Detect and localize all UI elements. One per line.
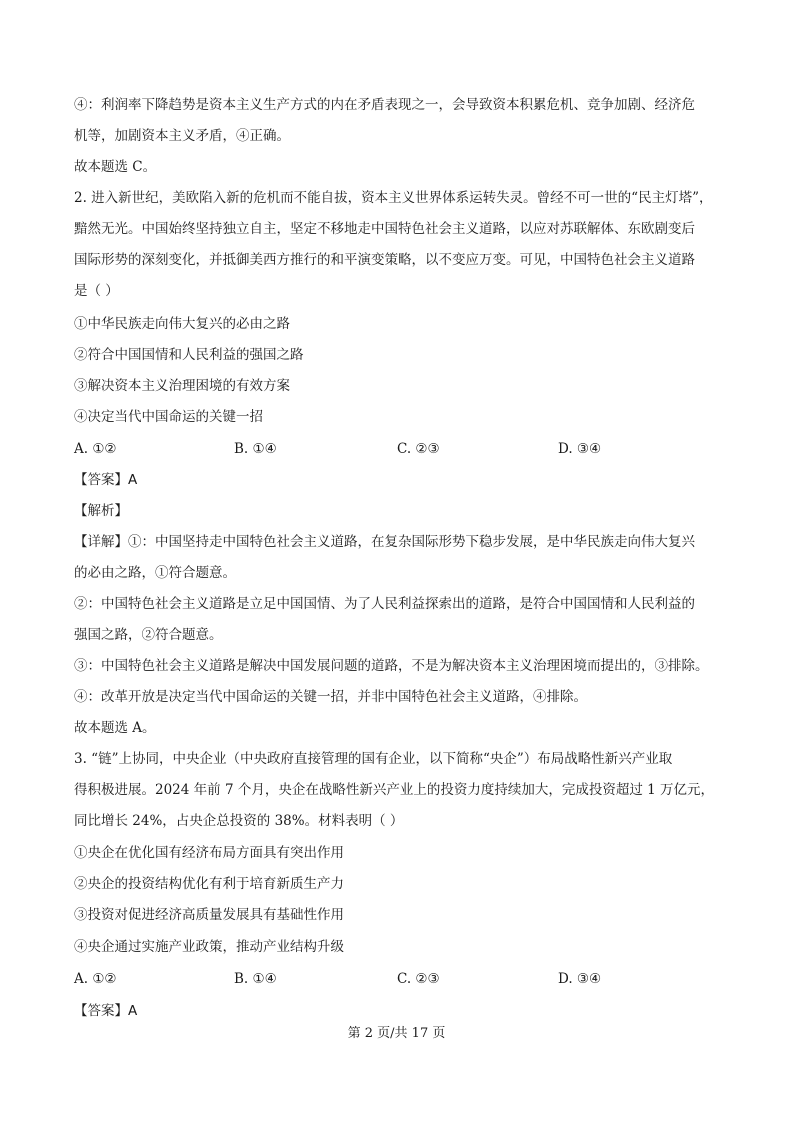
option-d: D. ③④ <box>558 971 602 987</box>
text-line: 故本题选 C。 <box>74 159 157 175</box>
statement-3: ③解决资本主义治理困境的有效方案 <box>74 378 290 394</box>
text-line: 故本题选 A。 <box>74 720 156 736</box>
answer-label: 【答案】A <box>74 472 138 488</box>
text-line: 是（ ） <box>74 283 119 299</box>
option-d: D. ③④ <box>558 441 602 457</box>
option-c: C. ②③ <box>397 971 440 987</box>
text-line: 强国之路，②符合题意。 <box>74 627 223 643</box>
text-line: 同比增长 24%，占央企总投资的 38%。材料表明（ ） <box>74 813 404 829</box>
text-line: 的必由之路，①符合题意。 <box>74 565 236 581</box>
statement-2: ②央企的投资结构优化有利于培育新质生产力 <box>74 876 344 892</box>
text-line: ③：中国特色社会主义道路是解决中国发展问题的道路，不是为解决资本主义治理困境而提出的，③排除。 <box>74 658 709 674</box>
options-q2 <box>74 439 724 459</box>
text-line: ②：中国特色社会主义道路是立足中国国情、为了人民利益探索出的道路，是符合中国国情和人民利益的 <box>74 596 695 612</box>
statement-4: ④决定当代中国命运的关键一招 <box>74 409 263 425</box>
option-c: C. ②③ <box>397 441 440 457</box>
statement-1: ①央企在优化国有经济布局方面具有突出作用 <box>74 845 344 861</box>
text-line: ④：改革开放是决定当代中国命运的关键一招，并非中国特色社会主义道路，④排除。 <box>74 689 587 705</box>
text-line: 国际形势的深刻变化，并抵御美西方推行的和平演变策略，以不变应万变。可见，中国特色社会主义道路 <box>74 252 695 268</box>
statement-1: ①中华民族走向伟大复兴的必由之路 <box>74 316 290 332</box>
statement-3: ③投资对促进经济高质量发展具有基础性作用 <box>74 907 344 923</box>
answer-label: 【答案】A <box>74 1003 138 1019</box>
option-b: B. ①④ <box>234 441 277 457</box>
text-line: 得积极进展。2024 年前 7 个月，央企在战略性新兴产业上的投资力度持续加大，完成投资超过 1 万亿元， <box>74 782 714 798</box>
page-footer: 第 2 页/共 17 页 <box>347 1026 446 1041</box>
statement-2: ②符合中国国情和人民利益的强国之路 <box>74 347 304 363</box>
question-3-stem: 3. “链”上协同，中央企业（中央政府直接管理的国有企业，以下简称“央企”）布局战略性新兴产业取 <box>74 751 673 767</box>
analysis-label: 【解析】 <box>74 503 128 519</box>
statement-4: ④央企通过实施产业政策，推动产业结构升级 <box>74 939 344 955</box>
option-b: B. ①④ <box>234 971 277 987</box>
option-a: A. ①② <box>74 971 117 987</box>
options-q3 <box>74 969 724 989</box>
option-a: A. ①② <box>74 441 117 457</box>
text-line: 黯然无光。中国始终坚持独立自主，坚定不移地走中国特色社会主义道路，以应对苏联解体、东欧剧变后 <box>74 221 695 237</box>
explanation-line: 【详解】①：中国坚持走中国特色社会主义道路，在复杂国际形势下稳步发展，是中华民族走向伟大复兴 <box>74 534 695 550</box>
text-line: 机等，加剧资本主义矛盾，④正确。 <box>74 128 290 144</box>
question-2-stem: 2. 进入新世纪，美欧陷入新的危机而不能自拔，资本主义世界体系运转失灵。曾经不可一世的“民主灯塔”， <box>74 190 713 206</box>
text-line: ④：利润率下降趋势是资本主义生产方式的内在矛盾表现之一，会导致资本积累危机、竞争加剧、经济危 <box>74 97 695 113</box>
